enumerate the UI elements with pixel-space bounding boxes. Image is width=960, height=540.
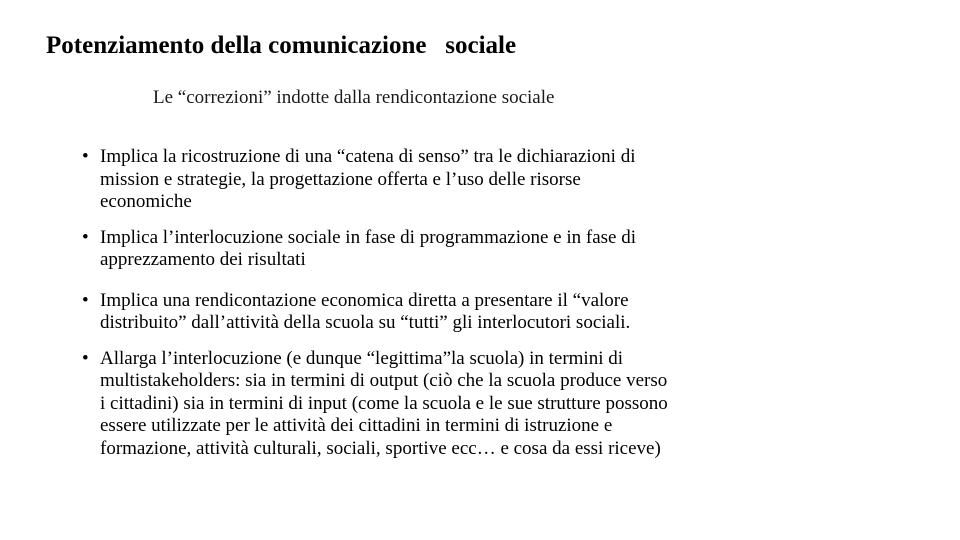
bullet-text-line: economiche: [100, 191, 192, 212]
slide-subtitle: Le “correzioni” indotte dalla rendicontazione sociale: [153, 87, 555, 108]
bullet-text-line: Implica la ricostruzione di una “catena di senso” tra le dichiarazioni di: [100, 146, 636, 167]
bullet-text-line: Implica l’interlocuzione sociale in fase di programmazione e in fase di: [100, 226, 637, 248]
bullet-text-line: formazione, attività culturali, sociali, sportive ecc… e cosa da essi riceve): [100, 437, 661, 459]
bullet-text-line: i cittadini) sia in termini di input (come la scuola e le sue strutture possono: [100, 392, 668, 414]
bullet-text-line: Allarga l’interlocuzione (e dunque “legittima”la scuola) in termini di: [100, 347, 624, 369]
slide-title: Potenziamento della comunicazione sociale: [46, 32, 517, 59]
bullet-item: [82, 290, 872, 335]
bullet-icon: •: [82, 289, 89, 311]
bullet-item: [82, 227, 872, 272]
bullet-icon: •: [82, 347, 89, 369]
bullet-text-line: distribuito” dall’attività della scuola su “tutti” gli interlocutori sociali.: [100, 312, 631, 333]
bullet-icon: •: [82, 226, 89, 248]
bullet-item: [82, 146, 872, 214]
bullet-list: [82, 146, 872, 460]
bullet-item: [82, 348, 872, 461]
bullet-text-line: Implica una rendicontazione economica diretta a presentare il “valore: [100, 289, 629, 311]
bullet-text-line: apprezzamento dei risultati: [100, 249, 306, 270]
bullet-text-line: mission e strategie, la progettazione offerta e l’uso delle risorse: [100, 168, 581, 190]
bullet-icon: •: [82, 146, 89, 167]
bullet-text-line: multistakeholders: sia in termini di output (ciò che la scuola produce verso: [100, 370, 668, 391]
bullet-text-line: essere utilizzate per le attività dei cittadini in termini di istruzione e: [100, 415, 613, 436]
